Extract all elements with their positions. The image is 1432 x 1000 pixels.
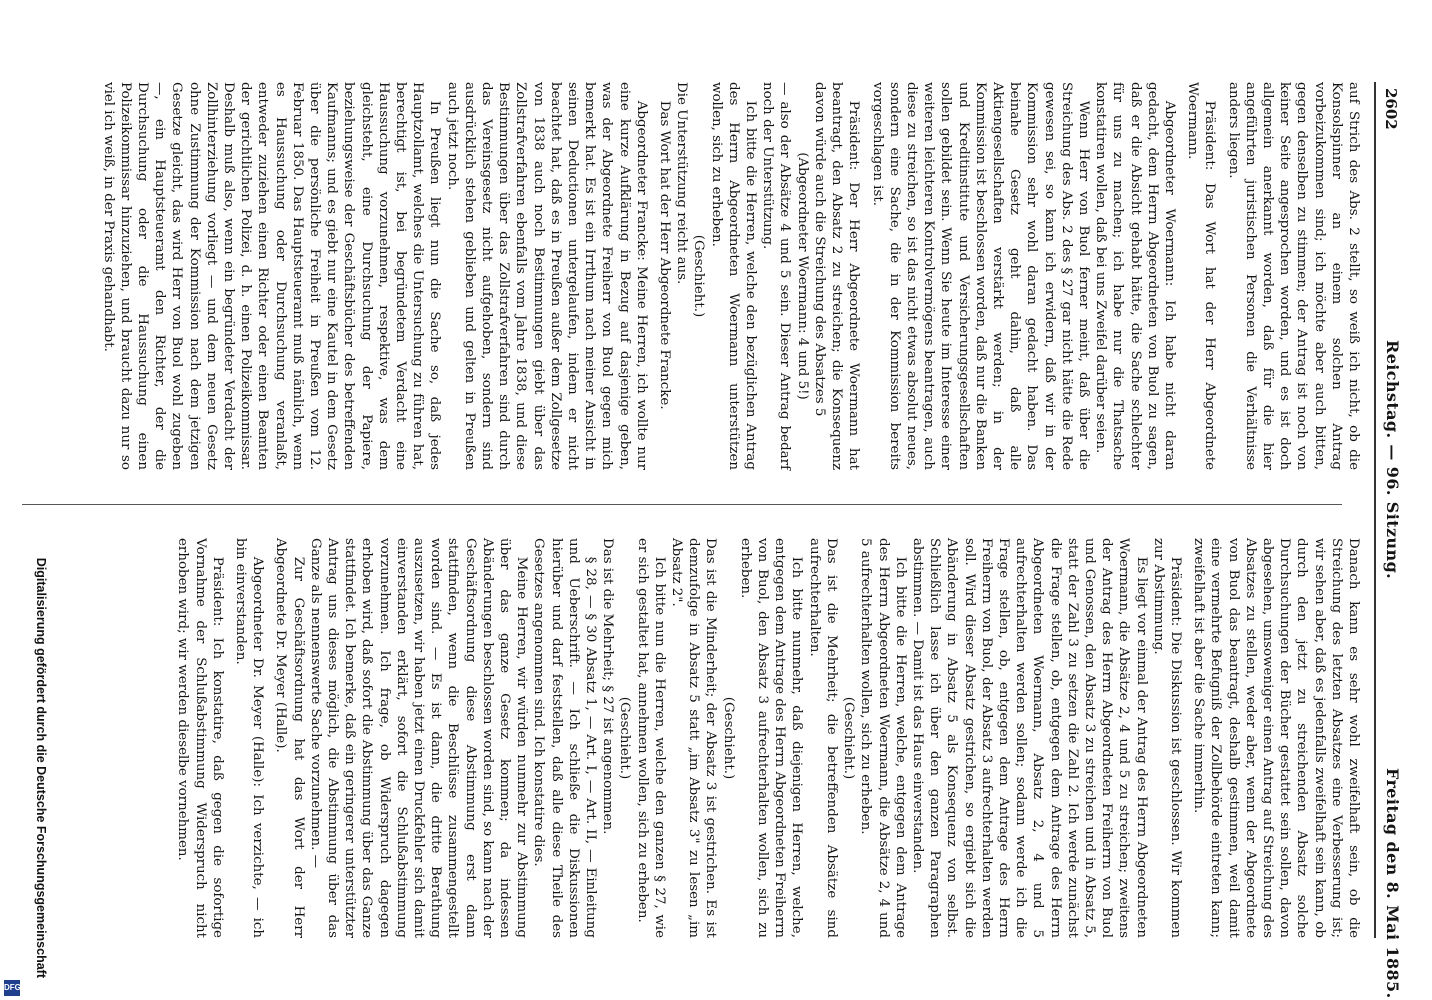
paragraph: Ich bitte nunmehr, daß diejenigen Herren, welche, entgegen dem Antrage des Herrn Abgeordneten Freiherrn von Buol, den Absatz 3 aufrechterhalten wollen, sich zu erheben. xyxy=(737,538,805,938)
paragraph: Abgeordneter Woermann: Ich habe nicht daran gedacht, dem Herrn Abgeordneten von Buol zu sagen, daß er die Absicht gehabt hätte, die Sache schlechter für uns zu machen; ich habe nur die Thatsache konstatiren wollen, daß bei uns Zweifel darüber seien. xyxy=(1093,82,1177,470)
paragraph: In Preußen liegt nun die Sache so, daß jedes Hauptzollamt, welches die Untersuchung zu führen hat, berechtigt ist, bei begründetem Verdacht eine Haussuchung vorzunehmen, respektive, was dem gleichsteht, eine Durchsuchung der Papiere, beziehungsweise der Geschäftsbücher des betreffenden Kaufmanns; und es giebt nur eine Kautel in dem Gesetz über die persönliche Freiheit in Preußen vom 12. Februar 1850. Das Hauptsteueramt muß nämlich, wenn es Haussuchung oder Durchsuchung veranlaßt, entweder zuziehen einen Richter oder einen Beamten der gerichtlichen Polizei, d. h. einen Polizeikommissar. Deshalb muß also, wenn ein begründeter Verdacht der Zollhinterziehung vorliegt — und dem neuen Gesetz ohne Zustimmung der Kommission nach dem jetzigen Gesetze gleicht, das wird Herr von Buol wohl zugeben —, ein Hauptsteueramt den Richter, der die Durchsuchung oder die Haussuchung einen Polizeikommissar hinzuziehen, und braucht dazu nur so viel ich weiß, in der Praxis gehandhabt. xyxy=(100,82,443,470)
paragraph: Ich bitte die Herren, welche den bezüglichen Antrag des Herrn Abgeordneten Woermann unterstützen wollen, sich zu erheben. xyxy=(708,82,759,470)
paragraph: Es liegt vor einmal der Antrag des Herrn Abgeordneten Woermann, die Absätze 2, 4 und 5 zu streichen; zweitens der Antrag des Herrn Abgeordneten Freiherrn von Buol und Genossen, den Absatz 3 zu streichen und in Absatz 5, statt der Zahl 3 zu setzen die Zahl 2. Ich werde zunächst die Frage stellen, ob, entgegen dem Antrage des Herrn Abgeordneten Woermann, Absatz 2, 4 und 5 aufrechterhalten werden sollen; sodann werde ich die Frage stellen, ob, entgegen dem Antrage des Herrn Freiherrn von Buol, der Absatz 3 aufrechterhalten werden soll. Wird dieser Absatz gestrichen, so ergiebt sich die Abänderung in Absatz 5 als Konsequenz von selbst. Schließlich lasse ich über den ganzen Paragraphen abstimmen. — Damit ist das Haus einverstanden. xyxy=(909,538,1149,938)
interjection: (Geschieht.) xyxy=(720,696,736,780)
paragraph: Präsident: Die Diskussion ist geschlossen. Wir kommen zur Abstimmung. xyxy=(1150,538,1183,938)
credit-strip xyxy=(0,0,48,1000)
interjection: (Geschieht.) xyxy=(617,696,633,780)
header-rule xyxy=(1374,82,1376,938)
paragraph: Danach kann es sehr wohl zweifelhaft sein, ob die Streichung des letzten Absatzes eine Verbesserung ist; wir sehen aber, daß es jedenfalls zweifelhaft sein kann, ob durch den jetzt zu streichenden Absatz solche Durchsuchungen der Bücher gestattet sein sollen, davon abgesehen, umsoweniger einen Antrag auf Streichung des Absatzes zu stellen, weder aber, wenn der Abgeordnete von Buol das beantragt, deshalb gestimmen, weil damit eine vermehrte Befugniß der Zollbehörde eintreten kann; zweifelhaft ist aber die Sache immerhin. xyxy=(1191,538,1361,938)
paragraph: Das ist die Mehrheit; die betreffenden Absätze sind aufrechterhalten. xyxy=(806,538,839,938)
interjection: (Geschieht.) xyxy=(691,234,707,318)
interjection: (Abgeordneter Woermann: 4 und 5!) xyxy=(794,152,810,400)
paragraph: Ich bitte die Herren, welche, entgegen dem Antrage des Herrn Abgeordneten Woermann, die Absätze 2, 4 und 5 aufrechterhalten wollen, sich zu erheben. xyxy=(858,538,908,938)
date-header: Freitag den 8. Mai 1885. xyxy=(1383,768,1402,999)
paragraph: Wenn Herr von Buol ferner meint, daß über die Streichung des Abs. 2 des § 27 gar nicht hätte die Rede gewesen sei, so kann ich erwidern, daß wir in der Kommission sehr wohl daran gedacht haben. Das beinahe Gesetz geht dahin, daß alle Aktiengesellschaften verstärkt werden; in der Kommission ist beschlossen worden, daß nur die Banken und Kreditinstitute und Versicherungsgesellschaften sollen gebildet sein. Wenn Sie heute im Interesse einer weiteren leichteren Kontrolvermögens beantragen, auch diese zu streichen, so ist das nicht etwas absolut neues, sondern eine Sache, die in der Kommission bereits vorgeschlagen ist. xyxy=(869,82,1091,470)
paragraph: Präsident: Der Herr Abgeordnete Woermann hat beantragt, den Absatz 2 zu streichen; die Konsequenz davon würde auch die Streichung des Absatzes 5 xyxy=(811,82,862,470)
paragraph: § 28, — § 30 Absatz 1, — Art. I, — Art. II, — Einleitung und Ueberschrift. — Ich schließe die Diskussionen hierüber und darf feststellen, daß alle diese Theile des Gesetzes angenommen sind. Ich konstatire dies. xyxy=(531,538,599,938)
paragraph: auf Strich des Abs. 2 stellt, so weiß ich nicht, ob die Konsolspinner an einem solchen Antrag vorbeizukommen sind; ich möchte aber auch bitten, gegen denselben zu stimmen; der Antrag ist noch von keiner Seite angesprochen worden, und es ist doch allgemein anerkannt worden, daß für die hier angeführten juristischen Personen die Verhältnisse anders liegen. xyxy=(1225,82,1361,470)
text-column-left xyxy=(100,82,1362,470)
paragraph: Ich bitte nun die Herren, welche den ganzen § 27, wie er sich gestaltet hat, annehmen wollen, sich zu erheben. xyxy=(634,538,667,938)
page-number: 2602 xyxy=(1382,88,1400,130)
paragraph: Die Unterstützung reicht aus. xyxy=(674,82,690,285)
interjection: (Geschieht.) xyxy=(841,696,857,780)
paragraph: Abgeordneter Dr. Meyer (Halle): Ich verzichte, — ich bin einverstanden. xyxy=(233,538,266,938)
paragraph: — also der Absätze 4 und 5 sein. Dieser Antrag bedarf noch der Unterstützung. xyxy=(760,82,793,470)
paragraph: Präsident: Das Wort hat der Herr Abgeordnete Woermann. xyxy=(1185,82,1218,470)
paragraph: Zur Geschäftsordnung hat das Wort der Herr Abgeordnete Dr. Meyer (Halle). xyxy=(273,538,306,938)
text-column-right xyxy=(22,538,1362,938)
paragraph: Das ist die Minderheit; der Absatz 3 ist gestrichen. Es ist demzufolge in Absatz 5 statt „im Absatz 3" zu lesen „im Absatz 2". xyxy=(669,538,719,938)
digitization-credit: Digitalisierung gefördert durch die Deutsche Forschungsgemeinschaft xyxy=(34,557,48,978)
paragraph: Präsident: Ich konstatire, daß gegen die sofortige Vornahme der Schlußabstimmung Widerspruch nicht erhoben wird; wir werden dieselbe vornehmen. xyxy=(175,538,225,938)
dfg-logo: DFG xyxy=(4,980,20,996)
paragraph: Abgeordneter Francke: Meine Herren, ich wollte nur eine kurze Aufklärung in Bezug auf dasjenige geben, was der Abgeordnete Freiherr von Buol gegen mich bemerkt hat. Es ist ein Irrthum nach meiner Ansicht in seinen Deductionen untergelaufen, indem er nicht beachtet hat, daß es in Preußen außer dem Zollgesetze von 1838 auch noch Bestimmungen giebt über das Zollstrafverfahren ebenfalls vom Jahre 1838, und diese Bestimmungen über das Zollstrafverfahren sind durch das Vereinsgesetz nicht aufgehoben, sondern sind ausdrücklich stehen geblieben und gelten in Preußen auch jetzt noch. xyxy=(444,82,649,470)
paragraph: Das Wort hat der Herr Abgeordnete Francke. xyxy=(657,100,673,410)
paragraph: Das ist die Mehrheit; § 27 ist angenommen. xyxy=(600,538,616,835)
column-divider xyxy=(22,504,1342,505)
session-header: Reichstag. — 96. Sitzung. xyxy=(1383,340,1402,580)
paragraph: Meine Herren, wir würden nunmehr zur Abstimmung über das ganze Gesetz kommen; da indessen Abänderungen beschlossen worden sind, so kann nach der Geschäftsordnung diese Abstimmung erst dann stattfinden, wenn die Beschlüsse zusammengestellt worden sind. — Es ist dann, die dritte Berathung auszusetzen, wir haben jetzt einen Druckfehler sich damit einverstanden erklärt, sofort die Schlußabstimmung vorzunehmen. Ich frage, ob Widerspruch dagegen erhoben wird, daß sofort die Abstimmung über das Ganze stattfindet. Ich bemerke, daß ein geringerer unterstützter Antrag uns dieses möglich, die Abstimmung über das Ganze als nennenswerte Sache vorzunehmen. — xyxy=(307,538,530,938)
